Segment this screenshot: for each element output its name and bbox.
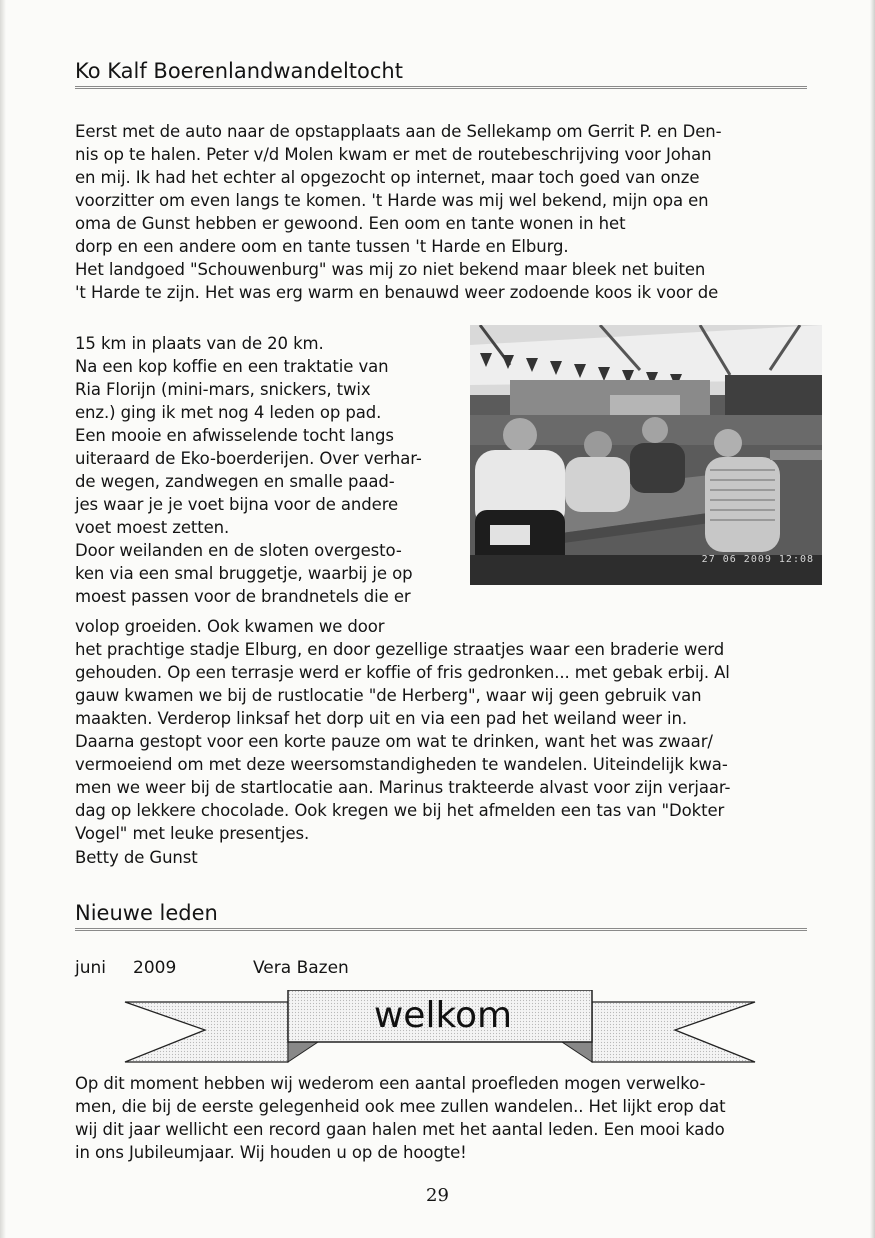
- page-edge-right: [870, 0, 875, 1238]
- member-year: 2009: [133, 958, 177, 978]
- article-left-column-paragraph: 15 km in plaats van de 20 km. Na een kop koffie en een traktatie van Ria Florijn (mini-mars, snickers, twix enz.) ging ik met nog 4 leden op pad. Een mooie en afwisselende tocht langs uiteraard de Eko-boerderijen. Over verhar- de wegen, zandwegen en smalle paad- jes waar je je voet bijna voor de andere voet moest zetten. Door weilanden en de sloten overgesto- ken via een smal bruggetje, waarbij je op moest passen voor de brandnetels die er: [75, 334, 422, 606]
- welcome-text: welkom: [373, 995, 513, 1036]
- walking-group-photo: [470, 325, 822, 585]
- member-name: Vera Bazen: [253, 958, 349, 978]
- photo-date-stamp: 27 06 2009 12:08: [701, 554, 814, 565]
- article-continued-paragraph: volop groeiden. Ook kwamen we door het prachtige stadje Elburg, en door gezellige straatjes waar een braderie werd gehouden. Op een terrasje werd er koffie of fris gedronken... met gebak erbij. Al gauw kwamen we bij de rustlocatie "de Herberg", waar wij geen gebruik van maakten. Verderop linksaf het dorp uit en via een pad het weiland weer in. Daarna gestopt voor een korte pauze om wat te drinken, want het was zwaar/ vermoeiend om met deze weersomstandigheden te wandelen. Uiteindelijk kwa- men we weer bij de startlocatie aan. Marinus trakteerde alvast voor zijn verjaar- dag op lekkere chocolade. Ook kregen we bij het afmelden een tas van "Dokter Vogel" met leuke presentjes.: [75, 617, 731, 843]
- page-edge-left: [0, 0, 6, 1238]
- new-member-entry: [75, 956, 475, 980]
- article-title: Ko Kalf Boerenlandwandeltocht: [75, 58, 807, 89]
- welcome-banner: [120, 990, 760, 1064]
- article-author: Betty de Gunst: [75, 848, 198, 867]
- article-intro-paragraph: Eerst met de auto naar de opstapplaats aan de Sellekamp om Gerrit P. en Den- nis op te halen. Peter v/d Molen kwam er met de routebeschrijving voor Johan en mij. Ik had het echter al opgezocht op internet, maar toch goed van onze voorzitter om even langs te komen. 't Harde was mij wel bekend, mijn opa en oma de Gunst hebben er gewoond. Een oom en tante wonen in het dorp en een andere oom en tante tussen 't Harde en Elburg. Het landgoed "Schouwenburg" was mij zo niet bekend maar bleek net buiten 't Harde te zijn. Het was erg warm en benauwd weer zodoende koos ik voor de: [75, 122, 722, 302]
- member-month: juni: [75, 958, 106, 978]
- page-number: 29: [426, 1185, 449, 1206]
- photo-scene: [470, 325, 822, 585]
- new-members-title: Nieuwe leden: [75, 900, 807, 931]
- new-members-paragraph: Op dit moment hebben wij wederom een aantal proefleden mogen verwelko- men, die bij de eerste gelegenheid ook mee zullen wandelen.. Het lijkt erop dat wij dit jaar wellicht een record gaan halen met het aantal leden. Een mooi kado in ons Jubileumjaar. Wij houden u op de hoogte!: [75, 1074, 726, 1162]
